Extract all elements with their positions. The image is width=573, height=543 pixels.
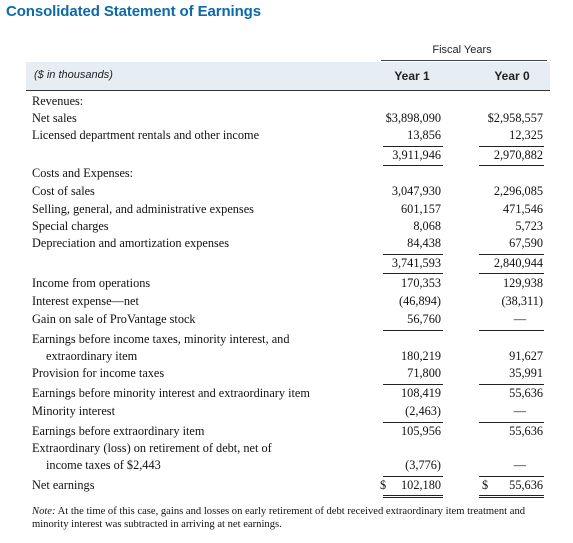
note-prefix: Note: (32, 506, 56, 517)
value-year-0: 2,296,085 (493, 184, 543, 198)
value-year-0: 67,590 (509, 236, 543, 250)
table-row (0, 111, 573, 128)
table-row (0, 294, 573, 311)
value-year-1: 8,068 (413, 219, 441, 233)
subtotal-rule (479, 273, 544, 274)
row-label: Depreciation and amortization expenses (32, 236, 230, 250)
value-year-1: (2,463) (405, 404, 441, 418)
value-year-0: 55,636 (509, 424, 543, 438)
value-year-0: (38,311) (501, 294, 543, 308)
subtotal-rule (479, 254, 544, 255)
row-label: Income from operations (32, 276, 151, 290)
subtotal-rule (383, 422, 443, 423)
row-label: Cost of sales (32, 184, 95, 198)
fiscal-years-rule (381, 60, 547, 61)
units-label: ($ in thousands) (34, 69, 113, 81)
row-label: Net sales (32, 111, 77, 125)
fiscal-years-heading: Fiscal Years (432, 44, 492, 56)
value-year-1: 56,760 (407, 312, 441, 326)
subtotal-rule (479, 146, 544, 147)
double-rule (383, 495, 443, 496)
double-rule (383, 497, 443, 498)
net-earnings-row (0, 478, 573, 495)
value-year-0: 91,627 (509, 349, 543, 363)
value-year-1: 102,180 (401, 478, 441, 492)
row-label: Net earnings (32, 478, 95, 492)
value-year-1: 13,856 (407, 128, 441, 142)
column-header-year-0: Year 0 (494, 69, 530, 83)
value-year-0: — (513, 404, 526, 418)
double-rule (479, 495, 544, 496)
table-row (0, 441, 573, 458)
subtotal-rule (479, 330, 544, 331)
row-label: Special charges (32, 219, 109, 233)
table-row (0, 148, 573, 165)
value-year-1: 601,157 (401, 202, 441, 216)
subtotal-rule (383, 254, 443, 255)
value-year-0: 129,938 (503, 276, 543, 290)
value-year-1: 180,219 (401, 349, 441, 363)
table-row (0, 184, 573, 201)
value-year-1: 84,438 (407, 236, 441, 250)
value-year-0: 12,325 (509, 128, 543, 142)
column-header-year-1: Year 1 (394, 69, 430, 83)
currency-symbol: $ (380, 478, 387, 492)
double-rule (479, 497, 544, 498)
value-year-0: 55,636 (509, 386, 543, 400)
statement-title: Consolidated Statement of Earnings (6, 3, 261, 20)
value-year-0: 5,723 (515, 219, 543, 233)
row-label: Earnings before income taxes, minority interest, and (32, 332, 290, 346)
value-year-1: 3,911,946 (392, 148, 441, 162)
row-label: extraordinary item (46, 349, 138, 363)
value-year-0: 35,991 (509, 366, 543, 380)
value-year-1: (3,776) (405, 458, 441, 472)
row-label: Interest expense—net (32, 294, 139, 308)
value-year-0: — (513, 458, 526, 472)
table-row (0, 166, 573, 183)
value-year-1: 170,353 (401, 276, 441, 290)
subtotal-rule (383, 330, 443, 331)
subtotal-rule (479, 384, 544, 385)
value-year-1: $3,898,090 (385, 111, 441, 125)
table-row (0, 312, 573, 329)
value-year-0: $2,958,557 (487, 111, 543, 125)
table-row (0, 128, 573, 145)
value-year-1: 105,956 (401, 424, 441, 438)
row-label: Earnings before extraordinary item (32, 424, 205, 438)
value-year-0: 55,636 (509, 478, 543, 492)
subtotal-rule (383, 273, 443, 274)
header-rule (26, 90, 550, 91)
value-year-1: 3,047,930 (391, 184, 441, 198)
value-year-1: 71,800 (407, 366, 441, 380)
value-year-1: 3,741,593 (391, 256, 441, 270)
row-label: Costs and Expenses: (32, 166, 134, 180)
table-row (0, 256, 573, 273)
table-row (0, 458, 573, 475)
value-year-1: (46,894) (398, 294, 441, 308)
row-label: Extraordinary (loss) on retirement of debt, net of (32, 441, 272, 455)
value-year-0: 471,546 (503, 202, 543, 216)
row-label: Minority interest (32, 404, 115, 418)
row-label: income taxes of $2,443 (46, 458, 161, 472)
column-header-band (26, 62, 550, 90)
table-row (0, 386, 573, 403)
value-year-0: — (513, 312, 526, 326)
currency-symbol: $ (482, 478, 489, 492)
row-label: Earnings before minority interest and extraordinary item (32, 386, 310, 400)
table-row (0, 236, 573, 253)
row-label: Selling, general, and administrative expenses (32, 202, 254, 216)
subtotal-rule (383, 146, 443, 147)
table-row (0, 366, 573, 383)
table-row (0, 202, 573, 219)
note-text: At the time of this case, gains and losses on early retirement of debt received extraordinary item treatment and minority interest was subtracted in arriving at net earnings. (32, 506, 526, 530)
table-row (0, 276, 573, 293)
value-year-0: 2,970,882 (493, 148, 543, 162)
subtotal-rule (383, 476, 443, 477)
footnote (32, 505, 552, 531)
subtotal-rule (479, 422, 544, 423)
table-row (0, 332, 573, 349)
row-label: Licensed department rentals and other income (32, 128, 260, 142)
table-row (0, 94, 573, 111)
row-label: Provision for income taxes (32, 366, 165, 380)
table-row (0, 424, 573, 441)
value-year-1: 108,419 (401, 386, 441, 400)
subtotal-rule (383, 384, 443, 385)
table-row (0, 404, 573, 421)
subtotal-rule (479, 476, 544, 477)
table-row (0, 219, 573, 236)
row-label: Revenues: (32, 94, 84, 108)
value-year-0: 2,840,944 (493, 256, 543, 270)
table-row (0, 349, 573, 366)
row-label: Gain on sale of ProVantage stock (32, 312, 196, 326)
